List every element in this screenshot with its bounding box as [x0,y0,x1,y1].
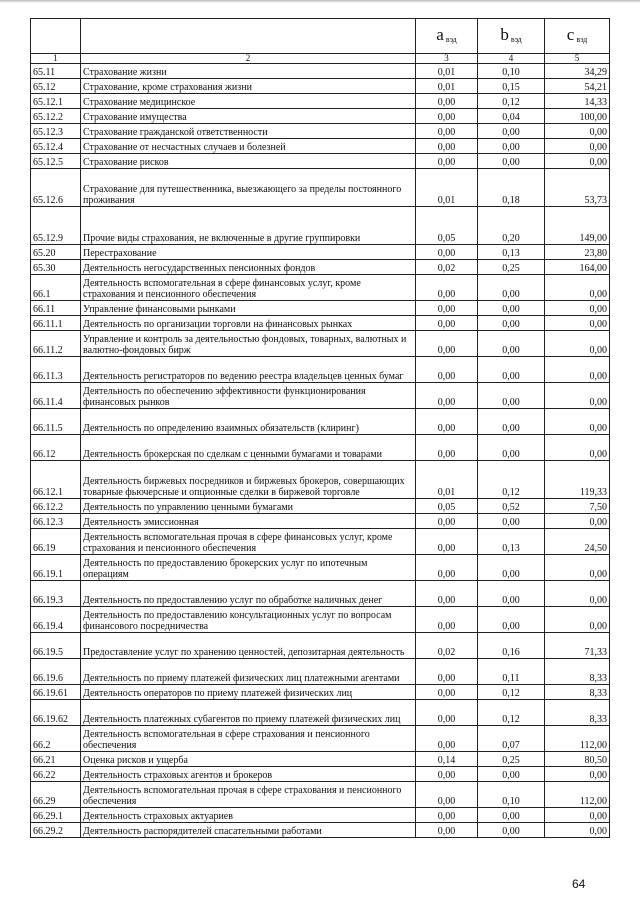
row-name: Деятельность по организации торговли на финансовых рынках [81,316,416,331]
row-value-a: 0,00 [416,767,478,782]
row-value-b: 0,52 [478,499,545,514]
row-value-a: 0,00 [416,435,478,461]
row-value-a: 0,00 [416,357,478,383]
row-value-a: 0,00 [416,383,478,409]
header-col-c: c вэд [545,19,610,54]
row-value-b: 0,00 [478,514,545,529]
row-value-a: 0,05 [416,499,478,514]
row-code: 66.29 [31,782,81,808]
row-value-b: 0,15 [478,79,545,94]
row-value-a: 0,00 [416,316,478,331]
row-name: Деятельность биржевых посредников и биржевых брокеров, совершающих товарные фьючерсные и опционные сделки в биржевой торговле [81,461,416,499]
row-value-a: 0,00 [416,700,478,726]
row-value-c: 0,00 [545,435,610,461]
row-code: 66.12.1 [31,461,81,499]
row-code: 66.29.2 [31,823,81,838]
row-value-a: 0,02 [416,260,478,275]
table-row [31,154,610,169]
row-value-b: 0,20 [478,207,545,245]
row-value-c: 0,00 [545,331,610,357]
row-name: Деятельность вспомогательная в сфере страхования и пенсионного обеспечения [81,726,416,752]
table-row [31,581,610,607]
row-name: Деятельность негосударственных пенсионных фондов [81,260,416,275]
row-value-b: 0,00 [478,607,545,633]
row-value-a: 0,00 [416,823,478,838]
row-value-b: 0,25 [478,260,545,275]
column-number: 5 [545,54,610,64]
row-name: Деятельность вспомогательная в сфере финансовых услуг, кроме страхования и пенсионного обеспечения [81,275,416,301]
row-name: Деятельность регистраторов по ведению реестра владельцев ценных бумаг [81,357,416,383]
row-code: 66.19 [31,529,81,555]
table-row [31,94,610,109]
row-code: 65.12.5 [31,154,81,169]
row-value-c: 0,00 [545,357,610,383]
table-body [31,64,610,838]
row-value-b: 0,00 [478,823,545,838]
row-code: 66.11.5 [31,409,81,435]
row-value-c: 149,00 [545,207,610,245]
row-value-b: 0,00 [478,275,545,301]
row-value-c: 24,50 [545,529,610,555]
table-row [31,207,610,245]
row-value-a: 0,01 [416,461,478,499]
row-value-c: 112,00 [545,782,610,808]
row-code: 66.2 [31,726,81,752]
row-value-c: 8,33 [545,685,610,700]
table-row [31,529,610,555]
table-row [31,357,610,383]
row-value-a: 0,00 [416,555,478,581]
table-row [31,435,610,461]
table-row [31,633,610,659]
row-name: Страхование гражданской ответственности [81,124,416,139]
row-code: 66.11.4 [31,383,81,409]
row-value-c: 0,00 [545,514,610,529]
row-value-a: 0,00 [416,659,478,685]
row-value-a: 0,00 [416,109,478,124]
row-name: Страхование жизни [81,64,416,79]
row-value-a: 0,00 [416,514,478,529]
table-row [31,275,610,301]
header-col-b: b вэд [478,19,545,54]
row-value-c: 0,00 [545,767,610,782]
row-value-a: 0,00 [416,607,478,633]
row-value-b: 0,00 [478,154,545,169]
row-name: Деятельность вспомогательная прочая в сфере финансовых услуг, кроме страхования и пенсионного обеспечения [81,529,416,555]
row-value-b: 0,12 [478,94,545,109]
row-value-c: 53,73 [545,169,610,207]
header-col-a: a вэд [416,19,478,54]
row-value-a: 0,14 [416,752,478,767]
row-value-b: 0,00 [478,409,545,435]
row-value-c: 34,29 [545,64,610,79]
row-value-c: 0,00 [545,316,610,331]
row-name: Страхование для путешественника, выезжающего за пределы постоянного проживания [81,169,416,207]
row-value-b: 0,16 [478,633,545,659]
header-code-cell [31,19,81,54]
row-value-c: 0,00 [545,581,610,607]
row-name: Прочие виды страхования, не включенные в другие группировки [81,207,416,245]
row-value-c: 0,00 [545,275,610,301]
row-value-c: 8,33 [545,659,610,685]
table-row [31,331,610,357]
row-value-c: 0,00 [545,555,610,581]
row-value-c: 0,00 [545,301,610,316]
row-name: Деятельность эмиссионная [81,514,416,529]
row-value-b: 0,00 [478,357,545,383]
row-value-c: 80,50 [545,752,610,767]
row-value-a: 0,00 [416,808,478,823]
row-value-a: 0,01 [416,64,478,79]
row-name: Деятельность брокерская по сделкам с ценными бумагами и товарами [81,435,416,461]
row-name: Деятельность распорядителей спасательными работами [81,823,416,838]
column-number-row [31,54,610,64]
row-value-c: 0,00 [545,823,610,838]
row-value-c: 23,80 [545,245,610,260]
row-value-a: 0,00 [416,331,478,357]
row-code: 66.11 [31,301,81,316]
table-row [31,316,610,331]
row-code: 66.19.4 [31,607,81,633]
row-value-c: 164,00 [545,260,610,275]
row-value-c: 119,33 [545,461,610,499]
row-value-b: 0,00 [478,555,545,581]
row-value-a: 0,01 [416,169,478,207]
row-code: 66.11.1 [31,316,81,331]
row-code: 65.12.4 [31,139,81,154]
table-row [31,823,610,838]
header-row [31,19,610,54]
row-name: Страхование от несчастных случаев и болезней [81,139,416,154]
row-name: Деятельность по предоставлению услуг по обработке наличных денег [81,581,416,607]
row-value-b: 0,00 [478,435,545,461]
coefficients-table [30,18,610,838]
row-value-c: 71,33 [545,633,610,659]
row-code: 66.21 [31,752,81,767]
row-code: 65.12.3 [31,124,81,139]
row-name: Деятельность платежных субагентов по приему платежей физических лиц [81,700,416,726]
row-code: 65.12.2 [31,109,81,124]
table-row [31,301,610,316]
scan-edge [0,0,640,3]
row-value-b: 0,00 [478,581,545,607]
column-number: 1 [31,54,81,64]
row-value-a: 0,00 [416,726,478,752]
row-value-b: 0,00 [478,301,545,316]
row-value-c: 8,33 [545,700,610,726]
table-row [31,767,610,782]
row-code: 65.12.1 [31,94,81,109]
row-code: 66.11.3 [31,357,81,383]
row-code: 66.22 [31,767,81,782]
row-name: Страхование медицинское [81,94,416,109]
row-value-a: 0,00 [416,275,478,301]
row-code: 66.12.2 [31,499,81,514]
row-value-b: 0,00 [478,767,545,782]
row-value-b: 0,18 [478,169,545,207]
row-code: 66.19.6 [31,659,81,685]
row-value-c: 100,00 [545,109,610,124]
row-value-c: 0,00 [545,139,610,154]
row-value-a: 0,05 [416,207,478,245]
row-value-b: 0,12 [478,461,545,499]
row-code: 66.19.3 [31,581,81,607]
table-row [31,726,610,752]
row-value-a: 0,00 [416,685,478,700]
row-value-b: 0,12 [478,700,545,726]
row-code: 66.19.62 [31,700,81,726]
row-value-c: 7,50 [545,499,610,514]
row-code: 66.1 [31,275,81,301]
row-name: Страхование имущества [81,109,416,124]
row-value-a: 0,02 [416,633,478,659]
row-code: 66.11.2 [31,331,81,357]
row-name: Страхование, кроме страхования жизни [81,79,416,94]
table-row [31,139,610,154]
row-value-c: 0,00 [545,607,610,633]
row-code: 66.19.1 [31,555,81,581]
table-row [31,499,610,514]
row-value-a: 0,00 [416,124,478,139]
table-row [31,659,610,685]
row-code: 65.12.6 [31,169,81,207]
row-name: Страхование рисков [81,154,416,169]
row-code: 65.30 [31,260,81,275]
table-row [31,169,610,207]
row-name: Деятельность по приему платежей физических лиц платежными агентами [81,659,416,685]
row-value-b: 0,00 [478,316,545,331]
row-code: 65.12 [31,79,81,94]
row-value-c: 0,00 [545,808,610,823]
row-value-c: 0,00 [545,154,610,169]
table-row [31,700,610,726]
row-value-a: 0,00 [416,782,478,808]
row-name: Деятельность по управлению ценными бумагами [81,499,416,514]
row-code: 66.19.61 [31,685,81,700]
table-row [31,607,610,633]
row-name: Деятельность страховых агентов и брокеров [81,767,416,782]
row-value-b: 0,13 [478,529,545,555]
row-value-a: 0,00 [416,301,478,316]
page-number: 64 [572,877,586,891]
row-value-b: 0,13 [478,245,545,260]
row-value-b: 0,11 [478,659,545,685]
table-row [31,782,610,808]
row-value-a: 0,00 [416,529,478,555]
row-code: 66.19.5 [31,633,81,659]
row-value-a: 0,00 [416,94,478,109]
row-value-c: 0,00 [545,124,610,139]
row-name: Деятельность по предоставлению брокерских услуг по ипотечным операциям [81,555,416,581]
table-row [31,64,610,79]
row-code: 65.20 [31,245,81,260]
row-name: Управление и контроль за деятельностью фондовых, товарных, валютных и валютно-фондовых бирж [81,331,416,357]
row-value-a: 0,00 [416,139,478,154]
table-row [31,461,610,499]
row-code: 66.12 [31,435,81,461]
row-value-a: 0,00 [416,409,478,435]
row-name: Перестрахование [81,245,416,260]
row-value-b: 0,07 [478,726,545,752]
row-code: 66.29.1 [31,808,81,823]
row-value-c: 54,21 [545,79,610,94]
row-value-b: 0,00 [478,808,545,823]
row-value-b: 0,10 [478,782,545,808]
row-name: Деятельность по определению взаимных обязательств (клиринг) [81,409,416,435]
header-name-cell [81,19,416,54]
column-number: 4 [478,54,545,64]
table-row [31,79,610,94]
row-value-b: 0,04 [478,109,545,124]
row-name: Управление финансовыми рынками [81,301,416,316]
table-row [31,555,610,581]
table-row [31,245,610,260]
table-row [31,808,610,823]
row-name: Деятельность страховых актуариев [81,808,416,823]
row-name: Деятельность по обеспечению эффективности функционирования финансовых рынков [81,383,416,409]
row-name: Предоставление услуг по хранению ценностей, депозитарная деятельность [81,633,416,659]
row-value-a: 0,00 [416,245,478,260]
row-value-a: 0,01 [416,79,478,94]
row-name: Деятельность по предоставлению консультационных услуг по вопросам финансового посредничества [81,607,416,633]
table-row [31,124,610,139]
row-value-b: 0,00 [478,383,545,409]
table-row [31,109,610,124]
row-value-a: 0,00 [416,581,478,607]
table-row [31,685,610,700]
column-number: 3 [416,54,478,64]
row-value-b: 0,12 [478,685,545,700]
row-name: Деятельность вспомогательная прочая в сфере страхования и пенсионного обеспечения [81,782,416,808]
row-value-b: 0,00 [478,139,545,154]
table-row [31,409,610,435]
row-value-b: 0,25 [478,752,545,767]
row-value-c: 0,00 [545,409,610,435]
row-name: Деятельность операторов по приему платежей физических лиц [81,685,416,700]
row-name: Оценка рисков и ущерба [81,752,416,767]
column-number: 2 [81,54,416,64]
row-code: 65.11 [31,64,81,79]
row-code: 66.12.3 [31,514,81,529]
row-value-c: 112,00 [545,726,610,752]
row-value-a: 0,00 [416,154,478,169]
row-value-b: 0,00 [478,124,545,139]
table-row [31,752,610,767]
row-value-c: 0,00 [545,383,610,409]
table-row [31,383,610,409]
table-row [31,514,610,529]
table-row [31,260,610,275]
row-value-b: 0,00 [478,331,545,357]
row-value-b: 0,10 [478,64,545,79]
row-value-c: 14,33 [545,94,610,109]
row-code: 65.12.9 [31,207,81,245]
